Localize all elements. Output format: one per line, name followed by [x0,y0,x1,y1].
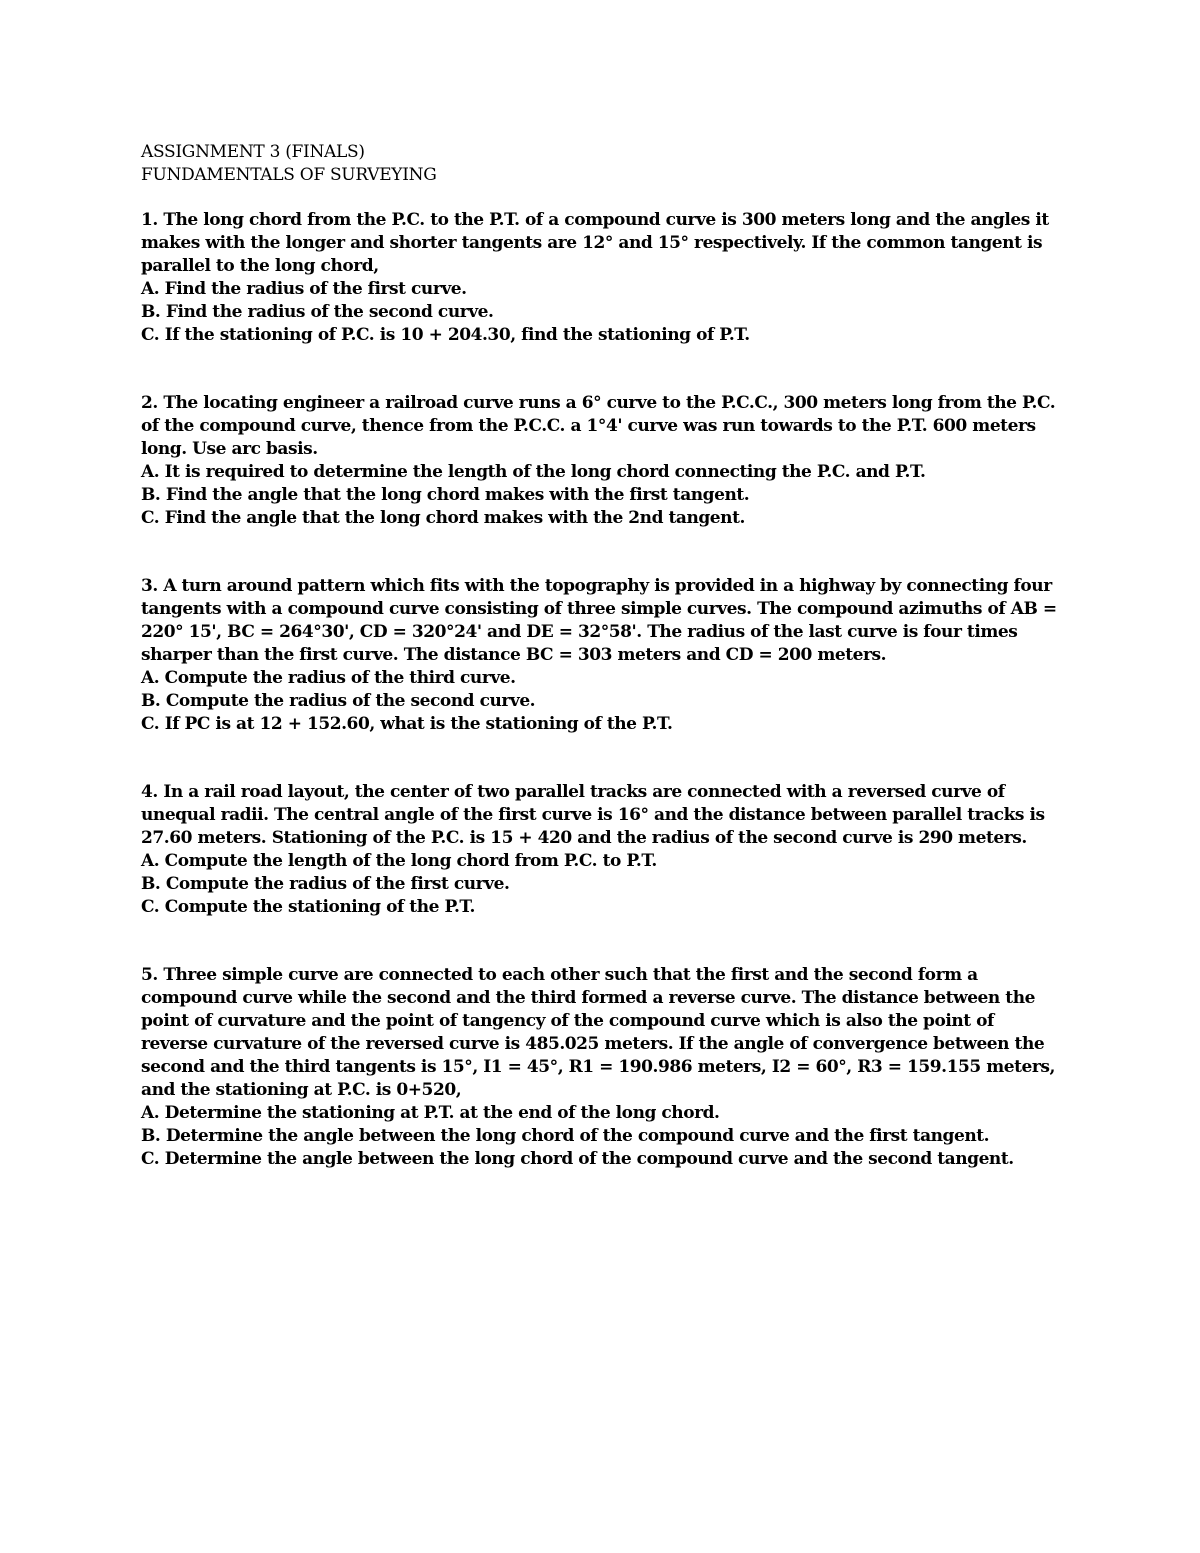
problem-subitem: A. Compute the length of the long chord from P.C. to P.T. [141,851,657,871]
problem-statement: 2. The locating engineer a railroad curve runs a 6° curve to the P.C.C., 300 meters long from the P.C. of the compound curve, thence from the P.C.C. a 1°4' curve was run towards to the P.T. 600 meters long. Use arc basis. [141,393,1056,459]
problem-subitem: B. Determine the angle between the long chord of the compound curve and the first tangent. [141,1126,990,1146]
problem-subitem: C. Compute the stationing of the P.T. [141,897,475,917]
problem-subitem: A. Determine the stationing at P.T. at the end of the long chord. [141,1103,720,1123]
problem-subitem: C. Find the angle that the long chord makes with the 2nd tangent. [141,508,745,528]
course-title: FUNDAMENTALS OF SURVEYING [141,165,437,185]
problem-4 [141,781,1061,919]
problem-2 [141,392,1061,530]
problem-statement: 1. The long chord from the P.C. to the P.T. of a compound curve is 300 meters long and the angles it makes with the longer and shorter tangents are 12° and 15° respectively. If the common tangent is parallel to the long chord, [141,210,1049,276]
problem-5 [141,964,1061,1171]
problem-subitem: B. Compute the radius of the first curve. [141,874,510,894]
problem-3 [141,575,1061,736]
document-content [141,141,1061,1171]
problem-subitem: C. If the stationing of P.C. is 10 + 204.30, find the stationing of P.T. [141,325,750,345]
problem-subitem: B. Find the angle that the long chord makes with the first tangent. [141,485,750,505]
problem-subitem: A. Compute the radius of the third curve. [141,668,516,688]
problem-subitem: B. Find the radius of the second curve. [141,302,494,322]
problem-statement: 3. A turn around pattern which fits with the topography is provided in a highway by connecting four tangents with a compound curve consisting of three simple curves. The compound azimuths of AB = 220° 15', BC = 264°30', CD = 320°24' and DE = 32°58'. The radius of the last curve is four times sharper than the first curve. The distance BC = 303 meters and CD = 200 meters. [141,576,1057,665]
problem-statement: 4. In a rail road layout, the center of two parallel tracks are connected with a reversed curve of unequal radii. The central angle of the first curve is 16° and the distance between parallel tracks is 27.60 meters. Stationing of the P.C. is 15 + 420 and the radius of the second curve is 290 meters. [141,782,1045,848]
problem-subitem: B. Compute the radius of the second curve. [141,691,536,711]
problem-subitem: C. Determine the angle between the long chord of the compound curve and the second tangent. [141,1149,1014,1169]
problem-statement: 5. Three simple curve are connected to each other such that the first and the second form a compound curve while the second and the third formed a reverse curve. The distance between the point of curvature and the point of tangency of the compound curve which is also the point of reverse curvature of the reversed curve is 485.025 meters. If the angle of convergence between the second and the third tangents is 15°, I1 = 45°, R1 = 190.986 meters, I2 = 60°, R3 = 159.155 meters, and the stationing at P.C. is 0+520, [141,965,1055,1100]
problem-subitem: A. It is required to determine the length of the long chord connecting the P.C. and P.T. [141,462,926,482]
problem-subitem: A. Find the radius of the first curve. [141,279,467,299]
problem-1 [141,209,1061,347]
assignment-title: ASSIGNMENT 3 (FINALS) [141,142,365,162]
problem-subitem: C. If PC is at 12 + 152.60, what is the stationing of the P.T. [141,714,673,734]
